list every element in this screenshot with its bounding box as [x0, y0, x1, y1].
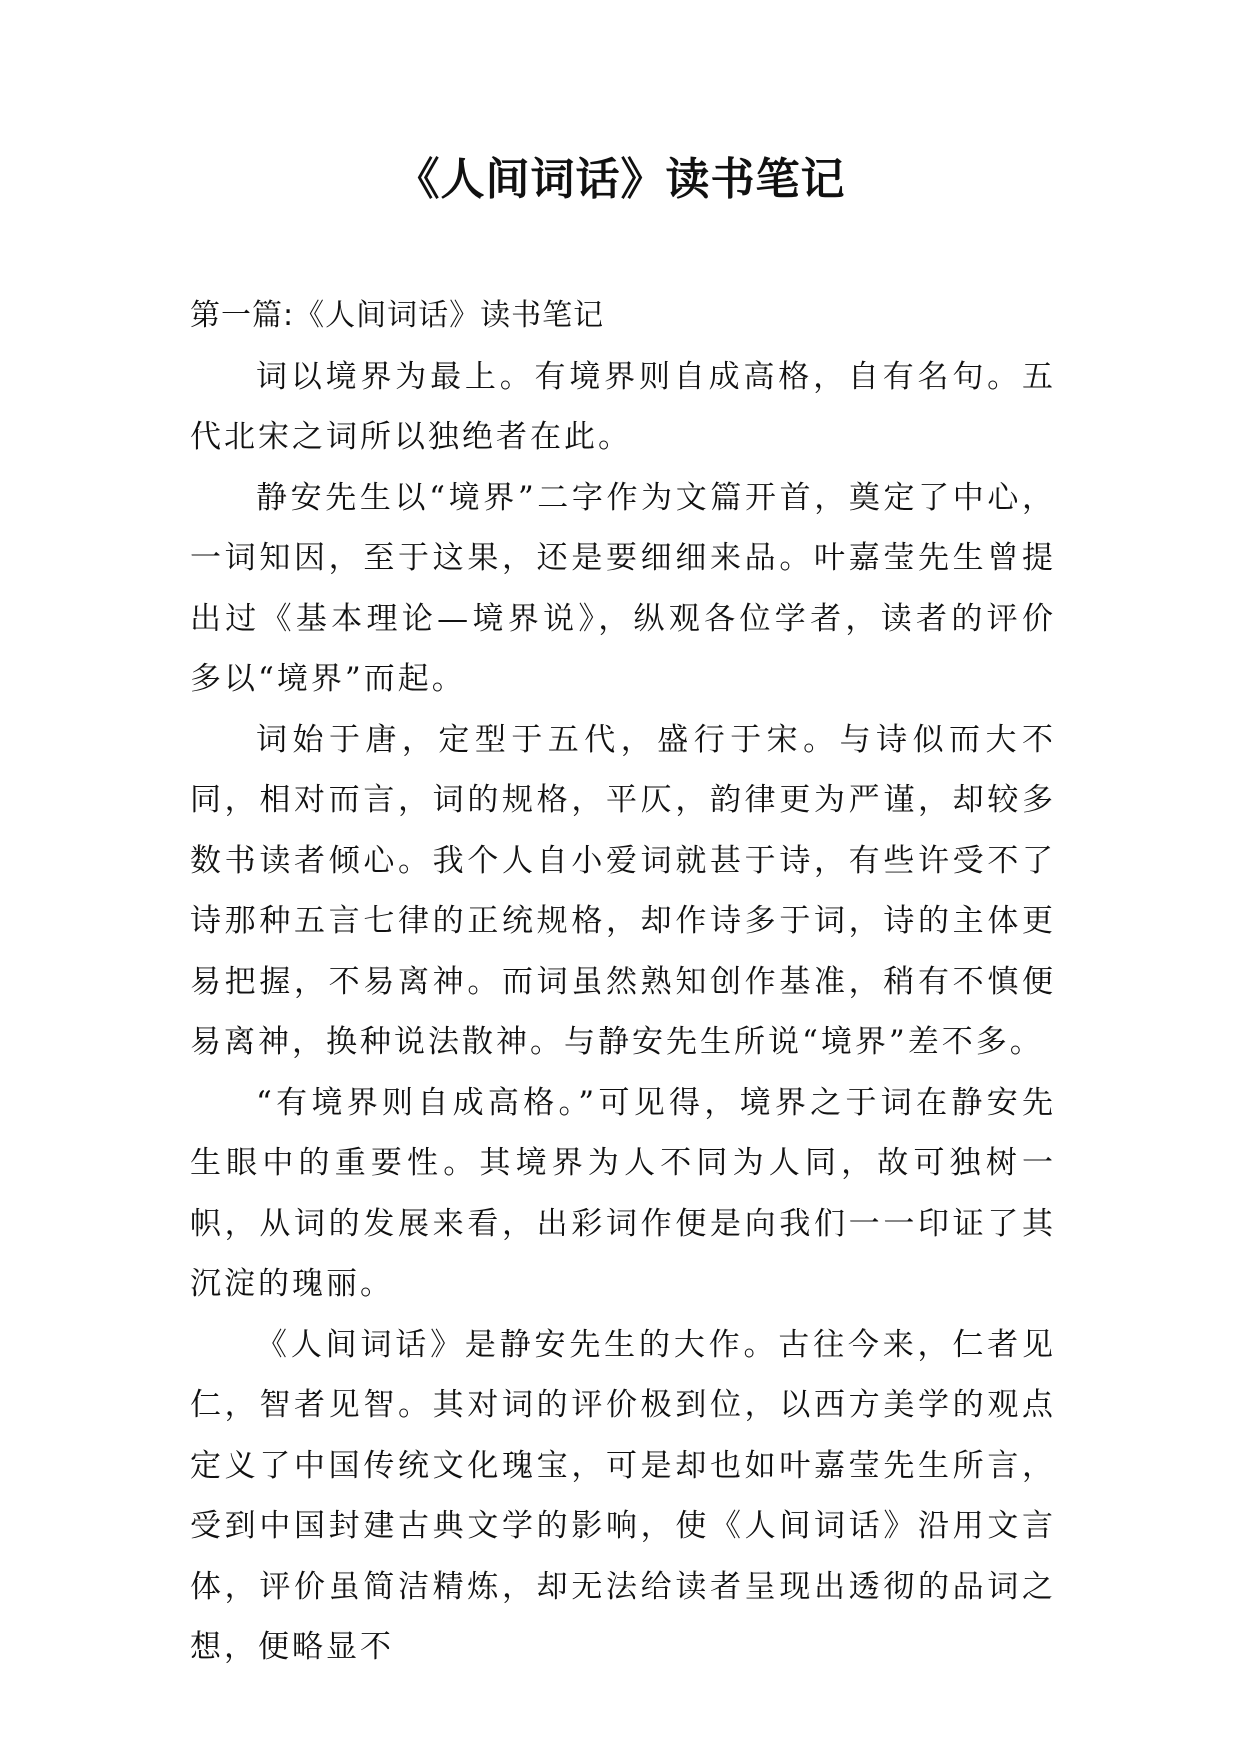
section-heading: 第一篇:《人间词话》读书笔记: [190, 298, 605, 333]
document-body: [190, 286, 1056, 1678]
paragraph-3: 词始于唐，定型于五代，盛行于宋。与诗似而大不同，相对而言，词的规格，平仄，韵律更为严谨，却较多数书读者倾心。我个人自小爱词就甚于诗，有些许受不了诗那种五言七律的正统规格，却作诗多于词，诗的主体更易把握，不易离神。而词虽然熟知创作基准，稍有不慎便易离神，换种说法散神。与静安先生所说“境界”差不多。: [190, 721, 1056, 1060]
paragraph-2: 静安先生以“境界”二字作为文篇开首，奠定了中心，一词知因，至于这果，还是要细细来品。叶嘉莹先生曾提出过《基本理论—境界说》，纵观各位学者，读者的评价多以“境界”而起。: [190, 479, 1056, 697]
paragraph-5: 《人间词话》是静安先生的大作。古往今来，仁者见仁，智者见智。其对词的评价极到位，以西方美学的观点定义了中国传统文化瑰宝，可是却也如叶嘉莹先生所言，受到中国封建古典文学的影响，使《人间词话》沿用文言体，评价虽简洁精炼，却无法给读者呈现出透彻的品词之想，便略显不: [190, 1326, 1056, 1665]
paragraph-1: 词以境界为最上。有境界则自成高格，自有名句。五代北宋之词所以独绝者在此。: [190, 358, 1056, 455]
paragraph-4: “有境界则自成高格。”可见得，境界之于词在静安先生眼中的重要性。其境界为人不同为人同，故可独树一帜，从词的发展来看，出彩词作便是向我们一一印证了其沉淀的瑰丽。: [190, 1084, 1056, 1302]
document-title: 《人间词话》读书笔记: [395, 154, 846, 205]
